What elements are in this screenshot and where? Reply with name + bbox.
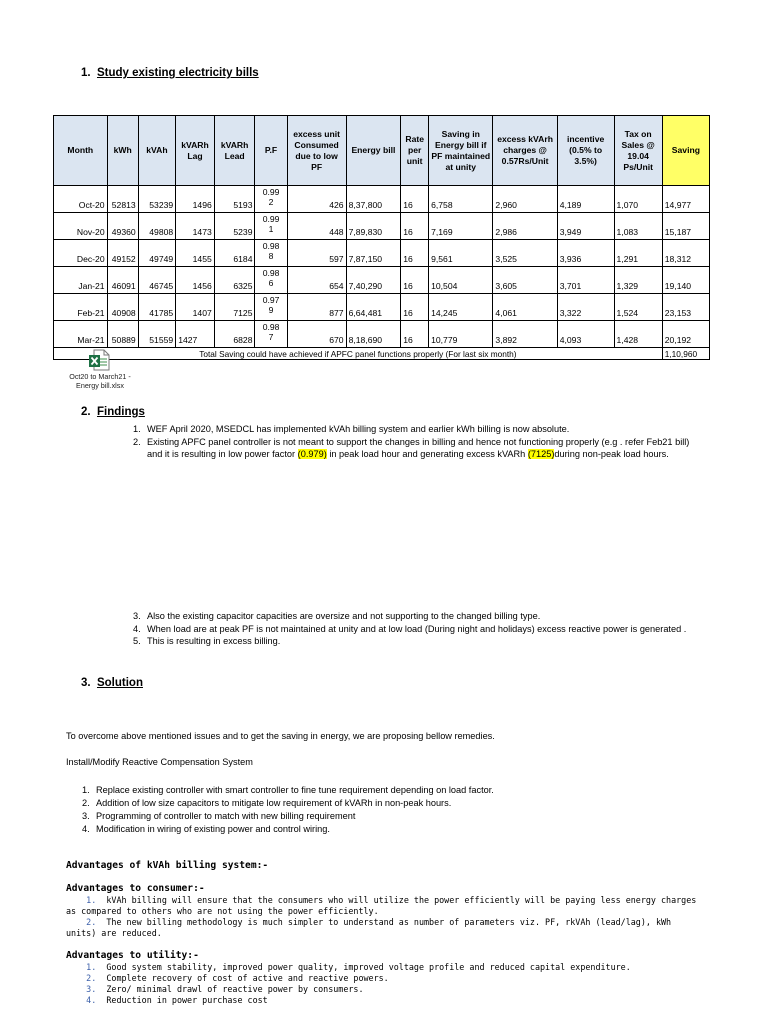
table-cell: 3,322: [557, 294, 614, 321]
table-cell: 0.98 8: [255, 240, 287, 267]
table-header-row: [54, 116, 710, 186]
table-cell: 0.98 7: [255, 321, 287, 348]
table-cell: 2,986: [493, 213, 557, 240]
table-cell: 1,083: [614, 213, 662, 240]
table-cell: 1,291: [614, 240, 662, 267]
table-cell: 16: [401, 186, 429, 213]
table-cell: Jan-21: [54, 267, 108, 294]
attachment-caption[interactable]: Oct20 to March21 - Energy bill.xlsx: [69, 372, 131, 390]
table-cell: 16: [401, 294, 429, 321]
total-row: [54, 348, 710, 360]
finding-item: 5. This is resulting in excess billing.: [133, 636, 281, 646]
remedy-item: 3. Programming of controller to match with new billing requirement: [82, 811, 356, 821]
table-row: [54, 267, 710, 294]
table-cell: 3,892: [493, 321, 557, 348]
table-cell: 597: [287, 240, 346, 267]
section-3-title: Solution: [96, 677, 143, 689]
table-cell: 877: [287, 294, 346, 321]
column-header: Energy bill: [346, 116, 401, 186]
table-cell: 1473: [176, 213, 215, 240]
table-cell: 40908: [107, 294, 138, 321]
section-3-heading: 3. Solution: [81, 677, 143, 689]
table-cell: 16: [401, 321, 429, 348]
table-cell: 53239: [138, 186, 176, 213]
table-cell: 52813: [107, 186, 138, 213]
column-header: Saving: [662, 116, 709, 186]
section-1-title: Study existing electricity bills: [96, 67, 259, 79]
advantage-item: 4. Reduction in power purchase cost: [86, 995, 268, 1005]
table-row: [54, 294, 710, 321]
advantage-item: 1. kVAh billing will ensure that the consumers who will utilize the power efficiently will be paying less energy charges as compared to others who are not using the power efficiently.: [66, 895, 697, 916]
table-cell: 49152: [107, 240, 138, 267]
table-cell: Oct-20: [54, 186, 108, 213]
remedy-item: 1. Replace existing controller with smart controller to fine tune requirement depending on load factor.: [82, 785, 494, 795]
table-row: [54, 186, 710, 213]
column-header: kVARh Lag: [176, 116, 215, 186]
finding-item: 1. WEF April 2020, MSEDCL has implemented kVAh billing system and earlier kWh billing is now absolute.: [133, 424, 570, 434]
remedies-list: [82, 784, 682, 836]
column-header: excess kVArh charges @ 0.57Rs/Unit: [493, 116, 557, 186]
table-row: [54, 213, 710, 240]
table-cell: 7,87,150: [346, 240, 401, 267]
advantage-item: 2. Complete recovery of cost of active and reactive powers.: [86, 973, 389, 983]
table-cell: 49808: [138, 213, 176, 240]
table-cell: 1496: [176, 186, 215, 213]
table-cell: 18,312: [662, 240, 709, 267]
table-cell: 0.99 1: [255, 213, 287, 240]
table-cell: 7,40,290: [346, 267, 401, 294]
table-cell: 10,504: [429, 267, 493, 294]
finding-item: 2. Existing APFC panel controller is not meant to support the changes in billing and hence not functioning properly (e.g . refer Feb21 bill) and it is resulting in low power factor (0.979) in peak load hour and generating excess kVARh (7125)during non-peak load hours.: [133, 436, 690, 459]
table-cell: 20,192: [662, 321, 709, 348]
table-cell: 2,960: [493, 186, 557, 213]
table-cell: Mar-21: [54, 321, 108, 348]
table-cell: 8,18,690: [346, 321, 401, 348]
column-header: Saving in Energy bill if PF maintained at unity: [429, 116, 493, 186]
advantages-title: Advantages of kVAh billing system:-: [66, 860, 269, 871]
table-cell: 1,329: [614, 267, 662, 294]
table-cell: 5193: [214, 186, 255, 213]
table-cell: Nov-20: [54, 213, 108, 240]
table-cell: 448: [287, 213, 346, 240]
table-cell: 16: [401, 267, 429, 294]
table-cell: 0.98 6: [255, 267, 287, 294]
table-cell: 654: [287, 267, 346, 294]
table-cell: 3,525: [493, 240, 557, 267]
table-cell: 670: [287, 321, 346, 348]
solution-intro: To overcome above mentioned issues and to get the saving in energy, we are proposing bellow remedies.: [66, 731, 495, 741]
table-cell: 49749: [138, 240, 176, 267]
column-header: kVARh Lead: [214, 116, 255, 186]
table-cell: 1455: [176, 240, 215, 267]
table-cell: 7125: [214, 294, 255, 321]
column-header: P.F: [255, 116, 287, 186]
section-1-heading: [81, 67, 259, 79]
table-cell: 6,758: [429, 186, 493, 213]
table-cell: 1407: [176, 294, 215, 321]
table-cell: 4,189: [557, 186, 614, 213]
table-cell: 7,169: [429, 213, 493, 240]
advantage-item: 1. Good system stability, improved power quality, improved voltage profile and reduced capital expenditure.: [86, 962, 631, 972]
table-row: [54, 240, 710, 267]
utility-advantages-list: [66, 962, 702, 1006]
table-cell: 0.97 9: [255, 294, 287, 321]
table-cell: 16: [401, 213, 429, 240]
table-cell: 1,428: [614, 321, 662, 348]
column-header: kWh: [107, 116, 138, 186]
table-cell: 4,061: [493, 294, 557, 321]
section-2-heading: 2. Findings: [81, 406, 145, 418]
column-header: Tax on Sales @ 19.04 Ps/Unit: [614, 116, 662, 186]
advantage-item: 2. The new billing methodology is much simpler to understand as number of parameters viz. PF, rkVAh (lead/lag), kWh units) are reduced.: [66, 917, 672, 938]
column-header: Rate per unit: [401, 116, 429, 186]
advantage-item: 3. Zero/ minimal drawl of reactive power by consumers.: [86, 984, 364, 994]
consumer-advantages-list: [66, 895, 702, 939]
table-cell: 51559: [138, 321, 176, 348]
table-cell: 6,64,481: [346, 294, 401, 321]
table-cell: 1,524: [614, 294, 662, 321]
findings-list-b: [133, 610, 703, 648]
table-cell: 1456: [176, 267, 215, 294]
section-2-title: Findings: [96, 406, 145, 418]
electricity-bill-table: [53, 115, 710, 360]
table-cell: 23,153: [662, 294, 709, 321]
table-cell: 46091: [107, 267, 138, 294]
consumer-advantages-title: Advantages to consumer:-: [66, 883, 205, 894]
table-cell: 14,245: [429, 294, 493, 321]
table-cell: 41785: [138, 294, 176, 321]
table-cell: 8,37,800: [346, 186, 401, 213]
table-cell: 3,949: [557, 213, 614, 240]
kvarh-highlight: (7125): [527, 449, 555, 459]
finding-item: 3. Also the existing capacitor capacities are oversize and not supporting to the changed billing type.: [133, 611, 541, 621]
remedy-item: 2. Addition of low size capacitors to mitigate low requirement of kVARh in non-peak hours.: [82, 798, 452, 808]
table-cell: 14,977: [662, 186, 709, 213]
table-cell: 1,070: [614, 186, 662, 213]
table-cell: 1427: [176, 321, 215, 348]
table-cell: 50889: [107, 321, 138, 348]
table-cell: Dec-20: [54, 240, 108, 267]
table-cell: 49360: [107, 213, 138, 240]
table-cell: 3,605: [493, 267, 557, 294]
table-cell: 46745: [138, 267, 176, 294]
table-cell: 9,561: [429, 240, 493, 267]
solution-subheading: Install/Modify Reactive Compensation System: [66, 757, 253, 767]
column-header: excess unit Consumed due to low PF: [287, 116, 346, 186]
total-label: Total Saving could have achieved if APFC panel functions properly (For last six month): [54, 348, 663, 360]
table-row: [54, 321, 710, 348]
column-header: kVAh: [138, 116, 176, 186]
table-cell: 426: [287, 186, 346, 213]
table-cell: 6828: [214, 321, 255, 348]
table-cell: 10,779: [429, 321, 493, 348]
column-header: Month: [54, 116, 108, 186]
total-value: 1,10,960: [662, 348, 709, 360]
table-cell: 16: [401, 240, 429, 267]
table-cell: 3,936: [557, 240, 614, 267]
table-cell: Feb-21: [54, 294, 108, 321]
table-cell: 0.99 2: [255, 186, 287, 213]
table-cell: 4,093: [557, 321, 614, 348]
section-1-number: 1.: [81, 67, 91, 79]
table-cell: 6184: [214, 240, 255, 267]
table-cell: 19,140: [662, 267, 709, 294]
utility-advantages-title: Advantages to utility:-: [66, 950, 199, 961]
remedy-item: 4. Modification in wiring of existing power and control wiring.: [82, 824, 330, 834]
table-cell: 7,89,830: [346, 213, 401, 240]
table-cell: 5239: [214, 213, 255, 240]
excel-file-icon[interactable]: [88, 349, 110, 371]
finding-item: 4. When load are at peak PF is not maintained at unity and at low load (During night and holidays) excess reactive power is generated .: [133, 623, 687, 634]
table-cell: 6325: [214, 267, 255, 294]
findings-list-a: [133, 423, 703, 461]
pf-highlight: (0.979): [297, 449, 327, 459]
table-cell: 15,187: [662, 213, 709, 240]
table-cell: 3,701: [557, 267, 614, 294]
column-header: incentive (0.5% to 3.5%): [557, 116, 614, 186]
